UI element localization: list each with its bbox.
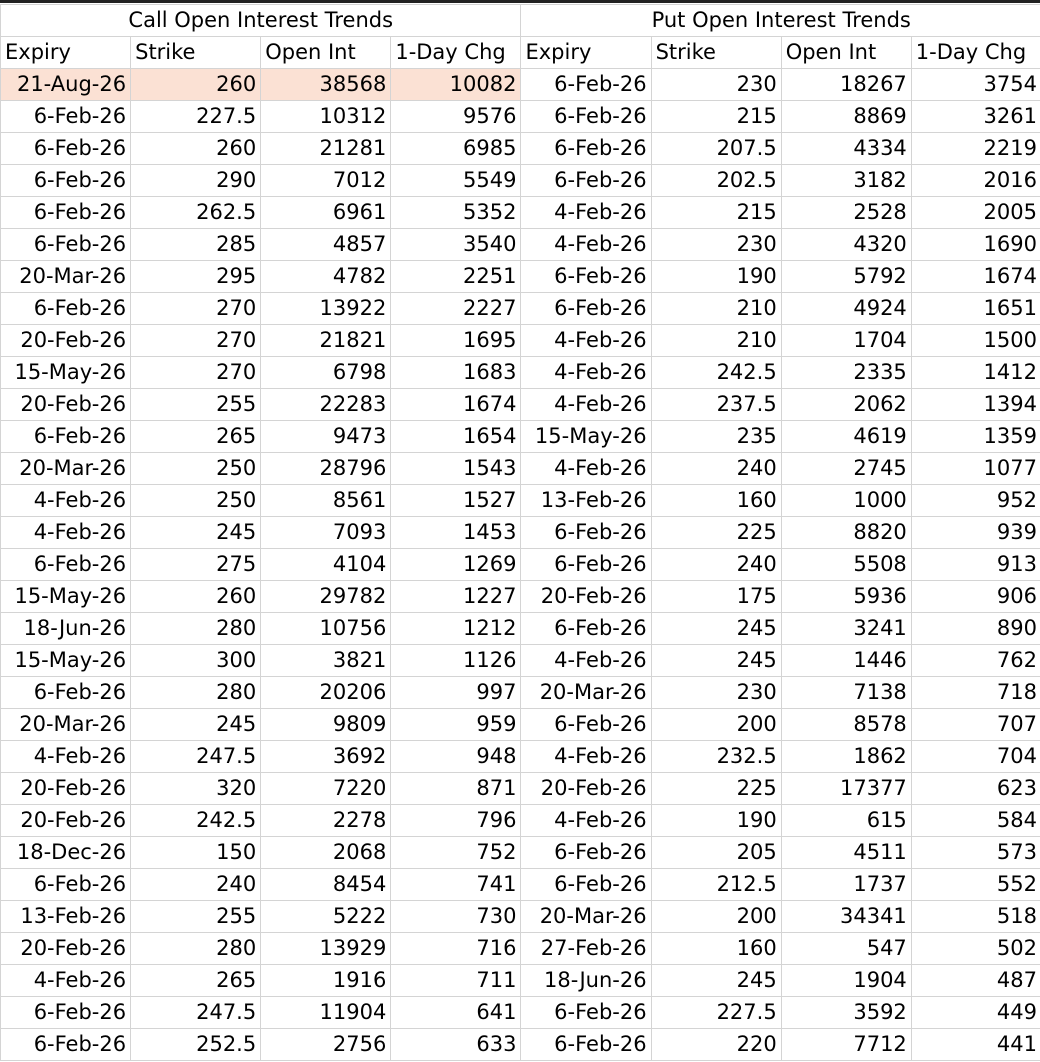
call-open-int-cell[interactable]: 9473 — [261, 421, 391, 453]
table-row — [1, 613, 1040, 645]
call-1day-chg-cell[interactable]: 1453 — [391, 517, 521, 549]
call-open-int-cell[interactable]: 7012 — [261, 165, 391, 197]
put-expiry-cell[interactable]: 4-Feb-26 — [521, 389, 651, 421]
table-row — [1, 965, 1040, 997]
put-open-int-cell[interactable]: 1000 — [781, 485, 911, 517]
put-strike-cell[interactable]: 240 — [651, 453, 781, 485]
call-expiry-cell[interactable]: 6-Feb-26 — [1, 421, 131, 453]
call-open-int-cell[interactable]: 21281 — [261, 133, 391, 165]
put-strike-cell[interactable]: 215 — [651, 101, 781, 133]
call-1day-chg-cell[interactable]: 1543 — [391, 453, 521, 485]
put-open-int-cell[interactable]: 5508 — [781, 549, 911, 581]
call-open-int-cell[interactable]: 1916 — [261, 965, 391, 997]
put-strike-cell[interactable]: 245 — [651, 645, 781, 677]
put-expiry-cell[interactable]: 4-Feb-26 — [521, 197, 651, 229]
put-1day-chg-cell[interactable]: 1674 — [911, 261, 1040, 293]
call-strike-cell[interactable]: 245 — [131, 517, 261, 549]
call-1day-chg-cell[interactable]: 1227 — [391, 581, 521, 613]
table-row — [1, 517, 1040, 549]
table-row — [1, 805, 1040, 837]
put-1day-chg-cell[interactable]: 584 — [911, 805, 1040, 837]
call-strike-cell[interactable]: 300 — [131, 645, 261, 677]
call-expiry-cell[interactable]: 13-Feb-26 — [1, 901, 131, 933]
put-expiry-cell[interactable]: 6-Feb-26 — [521, 69, 651, 101]
put-expiry-cell[interactable]: 4-Feb-26 — [521, 741, 651, 773]
put-expiry-cell[interactable]: 6-Feb-26 — [521, 1029, 651, 1061]
put-expiry-cell[interactable]: 20-Feb-26 — [521, 581, 651, 613]
call-expiry-cell[interactable]: 20-Mar-26 — [1, 709, 131, 741]
call-open-int-cell[interactable]: 38568 — [261, 69, 391, 101]
call-strike-cell[interactable]: 247.5 — [131, 741, 261, 773]
call-strike-cell[interactable]: 240 — [131, 869, 261, 901]
put-strike-cell[interactable]: 225 — [651, 517, 781, 549]
put-1day-chg-cell[interactable]: 1412 — [911, 357, 1040, 389]
put-open-int-cell[interactable]: 7712 — [781, 1029, 911, 1061]
put-1day-chg-cell[interactable]: 623 — [911, 773, 1040, 805]
call-1day-chg-cell[interactable]: 1654 — [391, 421, 521, 453]
put-expiry-cell[interactable]: 20-Mar-26 — [521, 901, 651, 933]
call-1day-chg-cell[interactable]: 10082 — [391, 69, 521, 101]
put-expiry-cell[interactable]: 20-Mar-26 — [521, 677, 651, 709]
put-1day-chg-cell[interactable]: 906 — [911, 581, 1040, 613]
put-strike-cell[interactable]: 210 — [651, 293, 781, 325]
table-row — [1, 645, 1040, 677]
table-row — [1, 677, 1040, 709]
call-1day-chg-cell[interactable]: 716 — [391, 933, 521, 965]
call-1day-chg-cell[interactable]: 2227 — [391, 293, 521, 325]
put-1day-chg-cell[interactable]: 441 — [911, 1029, 1040, 1061]
put-open-int-cell[interactable]: 4619 — [781, 421, 911, 453]
put-expiry-cell[interactable]: 27-Feb-26 — [521, 933, 651, 965]
title-row — [1, 5, 1040, 37]
table-row — [1, 453, 1040, 485]
call-strike-cell[interactable]: 265 — [131, 421, 261, 453]
call-1day-chg-cell[interactable]: 1683 — [391, 357, 521, 389]
call-open-int-cell[interactable]: 4104 — [261, 549, 391, 581]
call-strike-cell[interactable]: 260 — [131, 581, 261, 613]
put-open-int-cell[interactable]: 5792 — [781, 261, 911, 293]
table-row — [1, 229, 1040, 261]
put-1day-chg-cell[interactable]: 502 — [911, 933, 1040, 965]
put-open-int-cell[interactable]: 17377 — [781, 773, 911, 805]
put-1day-chg-cell[interactable]: 487 — [911, 965, 1040, 997]
put-expiry-cell[interactable]: 4-Feb-26 — [521, 645, 651, 677]
call-open-int-cell[interactable]: 2756 — [261, 1029, 391, 1061]
call-strike-cell[interactable]: 150 — [131, 837, 261, 869]
put-1day-chg-cell[interactable]: 552 — [911, 869, 1040, 901]
call-open-int-cell[interactable]: 9809 — [261, 709, 391, 741]
call-open-int-cell[interactable]: 3692 — [261, 741, 391, 773]
table-row — [1, 549, 1040, 581]
table-row — [1, 869, 1040, 901]
table-row — [1, 1029, 1040, 1061]
put-strike-cell[interactable]: 212.5 — [651, 869, 781, 901]
call-expiry-cell[interactable]: 4-Feb-26 — [1, 965, 131, 997]
call-expiry-cell[interactable]: 4-Feb-26 — [1, 741, 131, 773]
put-1day-chg-cell[interactable]: 718 — [911, 677, 1040, 709]
put-open-int-cell[interactable]: 1446 — [781, 645, 911, 677]
put-open-int-cell[interactable]: 8578 — [781, 709, 911, 741]
call-strike-cell[interactable]: 247.5 — [131, 997, 261, 1029]
call-oi-title[interactable]: Call Open Interest Trends — [1, 5, 521, 37]
put-open-int-cell[interactable]: 1704 — [781, 325, 911, 357]
table-row — [1, 197, 1040, 229]
data-rows — [1, 69, 1040, 1061]
call-expiry-cell[interactable]: 21-Aug-26 — [1, 69, 131, 101]
put-strike-cell[interactable]: 230 — [651, 229, 781, 261]
put-strike-header[interactable]: Strike — [651, 37, 781, 69]
put-expiry-cell[interactable]: 6-Feb-26 — [521, 997, 651, 1029]
put-1day-chg-cell[interactable]: 1690 — [911, 229, 1040, 261]
call-strike-cell[interactable]: 280 — [131, 613, 261, 645]
call-1day-chg-cell[interactable]: 1126 — [391, 645, 521, 677]
call-open-int-cell[interactable]: 13929 — [261, 933, 391, 965]
call-strike-cell[interactable]: 242.5 — [131, 805, 261, 837]
call-1day-chg-cell[interactable]: 1674 — [391, 389, 521, 421]
put-strike-cell[interactable]: 190 — [651, 805, 781, 837]
call-expiry-cell[interactable]: 20-Feb-26 — [1, 389, 131, 421]
put-open-int-cell[interactable]: 3241 — [781, 613, 911, 645]
put-expiry-cell[interactable]: 15-May-26 — [521, 421, 651, 453]
put-strike-cell[interactable]: 210 — [651, 325, 781, 357]
put-open-int-cell[interactable]: 2528 — [781, 197, 911, 229]
put-strike-cell[interactable]: 175 — [651, 581, 781, 613]
put-1day-chg-cell[interactable]: 939 — [911, 517, 1040, 549]
call-open-int-cell[interactable]: 6798 — [261, 357, 391, 389]
call-1day-chg-cell[interactable]: 1527 — [391, 485, 521, 517]
put-open-int-header[interactable]: Open Int — [781, 37, 911, 69]
put-strike-cell[interactable]: 245 — [651, 965, 781, 997]
put-1day-chg-cell[interactable]: 704 — [911, 741, 1040, 773]
call-strike-cell[interactable]: 227.5 — [131, 101, 261, 133]
call-1day-chg-cell[interactable]: 2251 — [391, 261, 521, 293]
call-expiry-cell[interactable]: 6-Feb-26 — [1, 869, 131, 901]
table-row — [1, 997, 1040, 1029]
call-1day-chg-cell[interactable]: 796 — [391, 805, 521, 837]
put-open-int-cell[interactable]: 8820 — [781, 517, 911, 549]
call-1day-chg-cell[interactable]: 741 — [391, 869, 521, 901]
put-1day-chg-cell[interactable]: 1651 — [911, 293, 1040, 325]
call-1day-chg-cell[interactable]: 997 — [391, 677, 521, 709]
call-strike-cell[interactable]: 255 — [131, 389, 261, 421]
call-strike-cell[interactable]: 260 — [131, 69, 261, 101]
call-open-int-cell[interactable]: 4782 — [261, 261, 391, 293]
put-open-int-cell[interactable]: 18267 — [781, 69, 911, 101]
call-strike-cell[interactable]: 275 — [131, 549, 261, 581]
call-open-int-cell[interactable]: 29782 — [261, 581, 391, 613]
call-open-int-cell[interactable]: 10312 — [261, 101, 391, 133]
put-1day-chg-cell[interactable]: 2016 — [911, 165, 1040, 197]
call-expiry-cell[interactable]: 6-Feb-26 — [1, 133, 131, 165]
call-strike-cell[interactable]: 285 — [131, 229, 261, 261]
put-open-int-cell[interactable]: 8869 — [781, 101, 911, 133]
put-open-int-cell[interactable]: 3592 — [781, 997, 911, 1029]
put-strike-cell[interactable]: 190 — [651, 261, 781, 293]
column-header-row — [1, 37, 1040, 69]
put-strike-cell[interactable]: 227.5 — [651, 997, 781, 1029]
call-expiry-cell[interactable]: 20-Feb-26 — [1, 773, 131, 805]
put-1day-chg-header[interactable]: 1-Day Chg — [911, 37, 1040, 69]
call-expiry-cell[interactable]: 6-Feb-26 — [1, 229, 131, 261]
table-row — [1, 773, 1040, 805]
put-open-int-cell[interactable]: 3182 — [781, 165, 911, 197]
put-expiry-cell[interactable]: 4-Feb-26 — [521, 453, 651, 485]
call-1day-chg-cell[interactable]: 1695 — [391, 325, 521, 357]
call-open-int-cell[interactable]: 8454 — [261, 869, 391, 901]
put-expiry-cell[interactable]: 4-Feb-26 — [521, 805, 651, 837]
put-1day-chg-cell[interactable]: 952 — [911, 485, 1040, 517]
call-1day-chg-cell[interactable]: 959 — [391, 709, 521, 741]
call-open-int-cell[interactable]: 5222 — [261, 901, 391, 933]
call-1day-chg-cell[interactable]: 1212 — [391, 613, 521, 645]
call-open-int-cell[interactable]: 7220 — [261, 773, 391, 805]
call-open-int-cell[interactable]: 10756 — [261, 613, 391, 645]
call-strike-cell[interactable]: 265 — [131, 965, 261, 997]
call-strike-header[interactable]: Strike — [131, 37, 261, 69]
put-1day-chg-cell[interactable]: 2219 — [911, 133, 1040, 165]
call-strike-cell[interactable]: 270 — [131, 293, 261, 325]
table-row — [1, 389, 1040, 421]
call-expiry-cell[interactable]: 18-Jun-26 — [1, 613, 131, 645]
table-row — [1, 581, 1040, 613]
put-expiry-cell[interactable]: 6-Feb-26 — [521, 165, 651, 197]
put-expiry-cell[interactable]: 13-Feb-26 — [521, 485, 651, 517]
call-open-int-cell[interactable]: 13922 — [261, 293, 391, 325]
put-expiry-cell[interactable]: 6-Feb-26 — [521, 709, 651, 741]
put-strike-cell[interactable]: 215 — [651, 197, 781, 229]
call-strike-cell[interactable]: 252.5 — [131, 1029, 261, 1061]
call-expiry-cell[interactable]: 6-Feb-26 — [1, 549, 131, 581]
put-strike-cell[interactable]: 232.5 — [651, 741, 781, 773]
put-open-int-cell[interactable]: 2745 — [781, 453, 911, 485]
put-1day-chg-cell[interactable]: 2005 — [911, 197, 1040, 229]
put-expiry-cell[interactable]: 6-Feb-26 — [521, 837, 651, 869]
call-expiry-cell[interactable]: 20-Feb-26 — [1, 933, 131, 965]
call-open-int-cell[interactable]: 2068 — [261, 837, 391, 869]
call-1day-chg-cell[interactable]: 711 — [391, 965, 521, 997]
put-1day-chg-cell[interactable]: 707 — [911, 709, 1040, 741]
put-open-int-cell[interactable]: 34341 — [781, 901, 911, 933]
put-1day-chg-cell[interactable]: 1500 — [911, 325, 1040, 357]
put-expiry-cell[interactable]: 6-Feb-26 — [521, 549, 651, 581]
call-1day-chg-cell[interactable]: 3540 — [391, 229, 521, 261]
put-1day-chg-cell[interactable]: 913 — [911, 549, 1040, 581]
call-expiry-cell[interactable]: 6-Feb-26 — [1, 1029, 131, 1061]
put-strike-cell[interactable]: 205 — [651, 837, 781, 869]
table-row — [1, 485, 1040, 517]
call-1day-chg-cell[interactable]: 948 — [391, 741, 521, 773]
call-expiry-cell[interactable]: 4-Feb-26 — [1, 517, 131, 549]
put-expiry-cell[interactable]: 4-Feb-26 — [521, 229, 651, 261]
table-row — [1, 933, 1040, 965]
call-expiry-cell[interactable]: 6-Feb-26 — [1, 165, 131, 197]
put-expiry-cell[interactable]: 18-Jun-26 — [521, 965, 651, 997]
put-expiry-cell[interactable]: 6-Feb-26 — [521, 133, 651, 165]
call-expiry-cell[interactable]: 20-Feb-26 — [1, 805, 131, 837]
call-expiry-cell[interactable]: 6-Feb-26 — [1, 197, 131, 229]
put-open-int-cell[interactable]: 615 — [781, 805, 911, 837]
call-strike-cell[interactable]: 260 — [131, 133, 261, 165]
call-open-int-cell[interactable]: 21821 — [261, 325, 391, 357]
put-expiry-cell[interactable]: 6-Feb-26 — [521, 613, 651, 645]
put-strike-cell[interactable]: 237.5 — [651, 389, 781, 421]
put-strike-cell[interactable]: 230 — [651, 677, 781, 709]
put-open-int-cell[interactable]: 1904 — [781, 965, 911, 997]
call-1day-chg-cell[interactable]: 5352 — [391, 197, 521, 229]
table-row — [1, 421, 1040, 453]
call-open-int-cell[interactable]: 6961 — [261, 197, 391, 229]
call-strike-cell[interactable]: 290 — [131, 165, 261, 197]
put-1day-chg-cell[interactable]: 1394 — [911, 389, 1040, 421]
call-strike-cell[interactable]: 270 — [131, 357, 261, 389]
put-strike-cell[interactable]: 225 — [651, 773, 781, 805]
call-1day-chg-cell[interactable]: 6985 — [391, 133, 521, 165]
put-expiry-cell[interactable]: 4-Feb-26 — [521, 325, 651, 357]
put-expiry-cell[interactable]: 6-Feb-26 — [521, 517, 651, 549]
call-expiry-cell[interactable]: 6-Feb-26 — [1, 997, 131, 1029]
put-1day-chg-cell[interactable]: 3754 — [911, 69, 1040, 101]
call-expiry-cell[interactable]: 20-Feb-26 — [1, 325, 131, 357]
put-expiry-cell[interactable]: 6-Feb-26 — [521, 261, 651, 293]
call-strike-cell[interactable]: 250 — [131, 453, 261, 485]
put-strike-cell[interactable]: 230 — [651, 69, 781, 101]
open-interest-table — [0, 4, 1040, 1061]
table-row — [1, 709, 1040, 741]
table-row — [1, 325, 1040, 357]
call-expiry-cell[interactable]: 20-Mar-26 — [1, 261, 131, 293]
table-row — [1, 741, 1040, 773]
put-strike-cell[interactable]: 207.5 — [651, 133, 781, 165]
call-open-int-cell[interactable]: 3821 — [261, 645, 391, 677]
call-expiry-cell[interactable]: 6-Feb-26 — [1, 101, 131, 133]
put-1day-chg-cell[interactable]: 1359 — [911, 421, 1040, 453]
put-1day-chg-cell[interactable]: 762 — [911, 645, 1040, 677]
put-open-int-cell[interactable]: 1737 — [781, 869, 911, 901]
put-1day-chg-cell[interactable]: 890 — [911, 613, 1040, 645]
put-oi-title[interactable]: Put Open Interest Trends — [521, 5, 1040, 37]
put-1day-chg-cell[interactable]: 1077 — [911, 453, 1040, 485]
table-row — [1, 901, 1040, 933]
put-strike-cell[interactable]: 202.5 — [651, 165, 781, 197]
call-1day-chg-cell[interactable]: 5549 — [391, 165, 521, 197]
put-strike-cell[interactable]: 245 — [651, 613, 781, 645]
table-row — [1, 133, 1040, 165]
call-open-int-cell[interactable]: 4857 — [261, 229, 391, 261]
call-1day-chg-header[interactable]: 1-Day Chg — [391, 37, 521, 69]
put-open-int-cell[interactable]: 1862 — [781, 741, 911, 773]
call-1day-chg-cell[interactable]: 633 — [391, 1029, 521, 1061]
table-row — [1, 357, 1040, 389]
put-open-int-cell[interactable]: 2062 — [781, 389, 911, 421]
call-open-int-cell[interactable]: 28796 — [261, 453, 391, 485]
table-row — [1, 69, 1040, 101]
call-1day-chg-cell[interactable]: 871 — [391, 773, 521, 805]
put-expiry-cell[interactable]: 20-Feb-26 — [521, 773, 651, 805]
call-open-int-cell[interactable]: 2278 — [261, 805, 391, 837]
call-expiry-cell[interactable]: 15-May-26 — [1, 357, 131, 389]
put-1day-chg-cell[interactable]: 518 — [911, 901, 1040, 933]
table-row — [1, 165, 1040, 197]
put-1day-chg-cell[interactable]: 573 — [911, 837, 1040, 869]
call-strike-cell[interactable]: 245 — [131, 709, 261, 741]
call-open-int-cell[interactable]: 22283 — [261, 389, 391, 421]
put-strike-cell[interactable]: 220 — [651, 1029, 781, 1061]
put-strike-cell[interactable]: 200 — [651, 709, 781, 741]
call-1day-chg-cell[interactable]: 1269 — [391, 549, 521, 581]
call-strike-cell[interactable]: 250 — [131, 485, 261, 517]
table-row — [1, 101, 1040, 133]
call-open-int-header[interactable]: Open Int — [261, 37, 391, 69]
call-1day-chg-cell[interactable]: 9576 — [391, 101, 521, 133]
call-expiry-cell[interactable]: 4-Feb-26 — [1, 485, 131, 517]
put-1day-chg-cell[interactable]: 449 — [911, 997, 1040, 1029]
call-strike-cell[interactable]: 280 — [131, 677, 261, 709]
call-expiry-cell[interactable]: 18-Dec-26 — [1, 837, 131, 869]
put-open-int-cell[interactable]: 2335 — [781, 357, 911, 389]
table-row — [1, 293, 1040, 325]
put-1day-chg-cell[interactable]: 3261 — [911, 101, 1040, 133]
put-expiry-cell[interactable]: 6-Feb-26 — [521, 869, 651, 901]
call-open-int-cell[interactable]: 11904 — [261, 997, 391, 1029]
put-strike-cell[interactable]: 200 — [651, 901, 781, 933]
call-open-int-cell[interactable]: 20206 — [261, 677, 391, 709]
put-strike-cell[interactable]: 235 — [651, 421, 781, 453]
put-expiry-cell[interactable]: 6-Feb-26 — [521, 101, 651, 133]
put-open-int-cell[interactable]: 5936 — [781, 581, 911, 613]
call-strike-cell[interactable]: 295 — [131, 261, 261, 293]
table-row — [1, 261, 1040, 293]
call-strike-cell[interactable]: 255 — [131, 901, 261, 933]
call-strike-cell[interactable]: 262.5 — [131, 197, 261, 229]
put-strike-cell[interactable]: 160 — [651, 485, 781, 517]
put-strike-cell[interactable]: 160 — [651, 933, 781, 965]
call-expiry-cell[interactable]: 6-Feb-26 — [1, 293, 131, 325]
call-expiry-cell[interactable]: 15-May-26 — [1, 645, 131, 677]
table-row — [1, 837, 1040, 869]
call-expiry-cell[interactable]: 20-Mar-26 — [1, 453, 131, 485]
call-1day-chg-cell[interactable]: 730 — [391, 901, 521, 933]
call-1day-chg-cell[interactable]: 641 — [391, 997, 521, 1029]
call-expiry-header[interactable]: Expiry — [1, 37, 131, 69]
call-strike-cell[interactable]: 320 — [131, 773, 261, 805]
call-open-int-cell[interactable]: 8561 — [261, 485, 391, 517]
put-strike-cell[interactable]: 240 — [651, 549, 781, 581]
put-expiry-cell[interactable]: 4-Feb-26 — [521, 357, 651, 389]
put-open-int-cell[interactable]: 547 — [781, 933, 911, 965]
call-strike-cell[interactable]: 270 — [131, 325, 261, 357]
put-open-int-cell[interactable]: 7138 — [781, 677, 911, 709]
put-expiry-header[interactable]: Expiry — [521, 37, 651, 69]
call-expiry-cell[interactable]: 6-Feb-26 — [1, 677, 131, 709]
call-1day-chg-cell[interactable]: 752 — [391, 837, 521, 869]
put-open-int-cell[interactable]: 4924 — [781, 293, 911, 325]
put-strike-cell[interactable]: 242.5 — [651, 357, 781, 389]
call-strike-cell[interactable]: 280 — [131, 933, 261, 965]
put-open-int-cell[interactable]: 4334 — [781, 133, 911, 165]
put-open-int-cell[interactable]: 4320 — [781, 229, 911, 261]
put-expiry-cell[interactable]: 6-Feb-26 — [521, 293, 651, 325]
call-open-int-cell[interactable]: 7093 — [261, 517, 391, 549]
call-expiry-cell[interactable]: 15-May-26 — [1, 581, 131, 613]
put-open-int-cell[interactable]: 4511 — [781, 837, 911, 869]
